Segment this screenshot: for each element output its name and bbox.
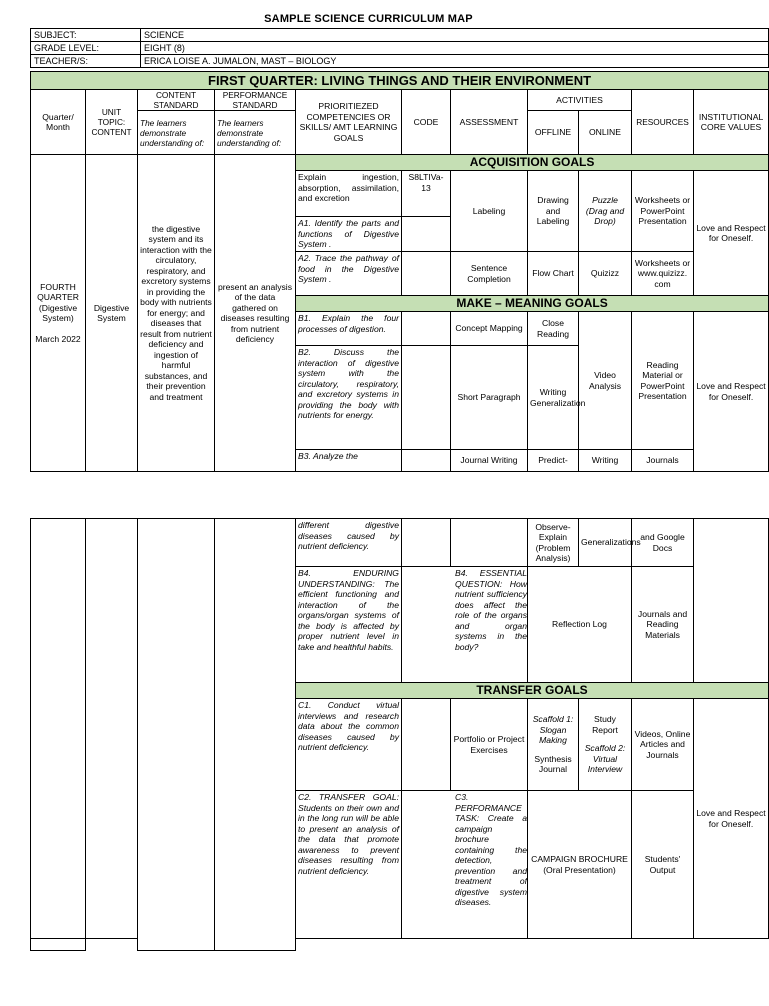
header-core-values: INSTITUTIONAL CORE VALUES: [694, 90, 769, 155]
b1-code: [402, 312, 451, 346]
a1-online: Puzzle (Drag and Drop): [579, 171, 632, 252]
header-competencies: PRIORITIEZED COMPETENCIES OR SKILLS/ AMT LEARNING GOALS: [296, 90, 402, 155]
b1-competency: B1. Explain the four processes of digestion.: [296, 312, 402, 346]
header-unit-topic: UNIT TOPIC: CONTENT: [86, 90, 138, 155]
teacher-label: TEACHER/S:: [31, 55, 141, 68]
b1-assessment: Concept Mapping: [451, 312, 528, 346]
month-label: March 2022: [35, 333, 81, 344]
performance-standard-cell: present an analysis of the data gathered on diseases resulting from nutrient deficiency: [215, 155, 296, 472]
b3-online: Writing: [579, 450, 632, 472]
core-values-1: Love and Respect for Oneself.: [694, 171, 769, 296]
b2-code: [402, 346, 451, 450]
c1-assessment: Portfolio or Project Exercises: [451, 699, 528, 791]
b-resources: Reading Material or PowerPoint Presentation: [632, 312, 694, 450]
p2-empty-1: [86, 939, 138, 951]
header-content-standard: CONTENT STANDARD: [138, 90, 215, 111]
content-standard-cell: the digestive system and its interaction with the circulatory, respiratory, and excretory systems in providing the body with nutrients for energy; and diseases that result from nutrient deficiency and ingestion of harmful substances, and their prevention and treatment: [138, 155, 215, 472]
c1-offline: [528, 699, 579, 791]
b4-resources: Journals and Reading Materials: [632, 567, 694, 683]
core-values-2: Love and Respect for Oneself.: [694, 312, 769, 472]
b2-competency: B2. Discuss the interaction of digestive system with the circulatory, respiratory, and excretory systems in providing the body with nutrients for energy.: [296, 346, 402, 450]
quarter-banner: FIRST QUARTER: LIVING THINGS AND THEIR ENVIRONMENT: [31, 72, 769, 90]
quarter-label: FOURTH QUARTER (Digestive System): [37, 281, 79, 324]
a2-code: [402, 252, 451, 296]
acquisition-code: S8LTIVa-13: [402, 171, 451, 217]
header-resources: RESOURCES: [632, 90, 694, 155]
header-offline: OFFLINE: [528, 111, 579, 155]
a2-competency: A2. Trace the pathway of food in the Digestive System .: [296, 252, 402, 296]
c1-offline-synthesis: Synthesis Journal: [534, 753, 572, 775]
b3-code: [402, 450, 451, 472]
grade-label: GRADE LEVEL:: [31, 42, 141, 55]
b3-resources: Journals: [632, 450, 694, 472]
p2-b3-online: Generalizations: [579, 519, 632, 567]
p2-b3-assessment: [451, 519, 528, 567]
a1-resources: Worksheets or PowerPoint Presentation: [632, 171, 694, 252]
p2-core-values-cell-1: [694, 519, 769, 683]
header-assessment: ASSESSMENT: [451, 90, 528, 155]
a2-offline: Flow Chart: [528, 252, 579, 296]
a1-code: [402, 217, 451, 252]
p2-performance-standard-cell: [215, 519, 296, 951]
quarter-month-cell: [31, 155, 86, 472]
header-quarter-month: Quarter/ Month: [31, 90, 86, 155]
b3-assessment: Journal Writing: [451, 450, 528, 472]
b2-offline: Writing Generalization: [528, 346, 579, 450]
make-meaning-goals-banner: MAKE – MEANING GOALS: [296, 296, 769, 312]
p2-content-standard-cell: [138, 519, 215, 951]
b1-offline: Close Reading: [528, 312, 579, 346]
c3-activity: CAMPAIGN BROCHURE (Oral Presentation): [528, 791, 632, 939]
a1-offline: Drawing and Labeling: [528, 171, 579, 252]
c1-online-scaffold-2: Scaffold 2: Virtual Interview: [584, 743, 626, 775]
c3-resources: Students' Output: [632, 791, 694, 939]
teacher-value: ERICA LOISE A. JUMALON, MAST – BIOLOGY: [141, 55, 769, 68]
subject-value: SCIENCE: [141, 29, 769, 42]
subject-label: SUBJECT:: [31, 29, 141, 42]
c1-resources: Videos, Online Articles and Journals: [632, 699, 694, 791]
info-table: [30, 28, 769, 68]
a1-assessment: Labeling: [451, 171, 528, 252]
c1-online-study-report: Study Report: [592, 714, 618, 735]
acquisition-goals-banner: ACQUISITION GOALS: [296, 155, 769, 171]
curriculum-map-table-page-2: [30, 518, 769, 951]
a2-assessment: Sentence Completion: [451, 252, 528, 296]
p2-empty-2: [296, 939, 769, 951]
b3-competency: B3. Analyze the: [296, 450, 402, 472]
b2-online: Video Analysis: [579, 312, 632, 450]
b3-competency-continued: different digestive diseases caused by nutrient deficiency.: [296, 519, 402, 567]
c1-offline-scaffold-1: Scaffold 1: Slogan Making: [532, 714, 574, 746]
header-performance-standard: PERFORMANCE STANDARD: [215, 90, 296, 111]
b3-offline: Predict-: [528, 450, 579, 472]
p2-b3-code: [402, 519, 451, 567]
p2-unit-cell-1: [86, 519, 138, 939]
p2-b3-resources: and Google Docs: [632, 519, 694, 567]
c1-code: [402, 699, 451, 791]
core-values-3: Love and Respect for Oneself.: [694, 699, 769, 939]
transfer-goals-banner: TRANSFER GOALS: [296, 683, 769, 699]
p2-quarter-cell-2: [31, 939, 86, 951]
a2-online: Quizizz: [579, 252, 632, 296]
header-performance-standard-sub: The learners demonstrate understanding of:: [215, 111, 296, 155]
header-activities: ACTIVITIES: [528, 90, 632, 111]
header-content-standard-sub: The learners demonstrate understanding of:: [138, 111, 215, 155]
unit-topic-cell: Digestive System: [86, 155, 138, 472]
b4-activity: Reflection Log: [528, 567, 632, 683]
curriculum-map-table-page-1: [30, 71, 769, 472]
p2-quarter-cell-1: [31, 519, 86, 939]
page-title: SAMPLE SCIENCE CURRICULUM MAP: [264, 13, 473, 25]
b2-assessment: Short Paragraph: [451, 346, 528, 450]
header-online: ONLINE: [579, 111, 632, 155]
b4-enduring-understanding: B4. ENDURING UNDERSTANDING: The efficient functioning and interaction of the organs/organ systems of the body is affected by proper nutrient level in take and healthful habits.: [296, 567, 402, 683]
c2-transfer-goal: C2. TRANSFER GOAL: Students on their own and in the long run will be able to present an analysis of the data that promote awareness to prevent diseases resulting from nutrient deficiency.: [296, 791, 402, 939]
c1-competency: C1. Conduct virtual interviews and research data about the common diseases caused by nutrient deficiency.: [296, 699, 402, 791]
c3-performance-task-text: C3. PERFORMANCE TASK: Create a campaign brochure containing the detection, prevention and treatment of digestive system diseases.: [455, 792, 527, 907]
a2-resources: Worksheets or www.quizizz. com: [632, 252, 694, 296]
header-code: CODE: [402, 90, 451, 155]
acquisition-competency: Explain ingestion, absorption, assimilation, and excretion: [296, 171, 402, 217]
a1-competency: A1. Identify the parts and functions of Digestive System .: [296, 217, 402, 252]
c1-online: [579, 699, 632, 791]
grade-value: EIGHT (8): [141, 42, 769, 55]
b4-essential-question: [402, 567, 528, 683]
c3-performance-task: [402, 791, 528, 939]
b4-essential-question-text: B4. ESSENTIAL QUESTION: How nutrient sufficiency does affect the role of the organs and organ systems in the body?: [455, 568, 527, 652]
p2-b3-offline: Observe-Explain (Problem Analysis): [528, 519, 579, 567]
